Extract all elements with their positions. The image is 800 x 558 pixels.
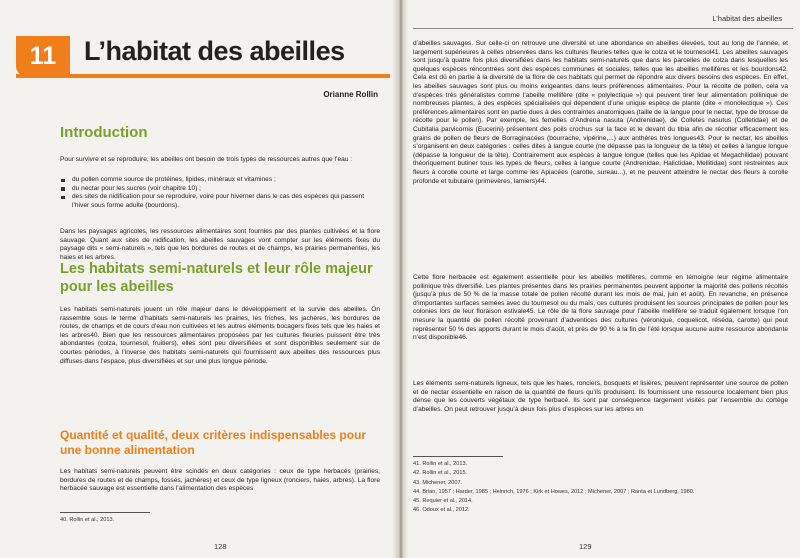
subsection-heading: Quantité et qualité, deux critères indispensables pour une bonne alimentation [60, 428, 367, 457]
footnote: 43. Michener, 2007. [413, 479, 463, 486]
footnote-rule [60, 512, 150, 513]
chapter-title: L’habitat des abeilles [84, 36, 345, 66]
intro-paragraph: Pour survivre et se reproduire, les abeilles ont besoin de trois types de ressources autres que l’eau : [60, 156, 353, 163]
page-number: 129 [579, 542, 592, 551]
intro-paragraph-2: Dans les paysages agricoles, les ressources alimentaires sont fournies par des plantes cultivées et la flore sauvage. Quant aux sites de nidification, les abeilles sauvages vont compter sur les éléments fixes du paysage dits « semi-naturels », tels que les bordures de routes et de champs, les prairies permanentes, les haies et les arbres. [60, 228, 380, 261]
right-paragraph-1: d’abeilles sauvages. Sur celle-ci on retrouve une diversité et une abondance en abeilles élevées, tout au long de l’année, et largement supérieures à celles observées dans les cultures fleuries telles que le colza et le tournesol41. Les abeilles sauvages sont jusqu’à quatre fois plus diversifiées dans les habitats semi-naturels que dans les parcelles de colza dans lesquelles les quelques espèces rencontrées sont des espèces communes et sociales, telles que les abeilles mellifères et les bourdons42. Cela est dû en partie à la diversité de la flore de ces habitats qui permet de répondre aux divers besoins des espèces. En effet, les abeilles sauvages sont plus ou moins exigeantes dans leurs préférences alimentaires. Pour la récolte de pollen, cela va d’espèces très généralistes comme l’abeille mellifère (dite « polylectique ») qui peuvent tirer leur alimentation pollinique de nombreuses plantes, à des espèces spécialisées qui dépendent d’une unique espèce de plante (dite « monolectique »). Ces préférences alimentaires sont en partie dues à des contraintes anatomiques (taille de la langue pour le nectar, type de brosse de récolte pour le pollen). Par exemple, les femelles d’Andrena nasuta (Andrenidae), de Colletes nasutus (Colletidae) et de Cubitalia parvicornis (Eucerini) présentent des poils crochus sur la face et le devant du tibia afin de récolter efficacement les grains de pollen de fleurs de Borraginacées (bourrache, vipérine,...) aux anthères très longues43. Pour le nectar, les abeilles s’organisent en deux catégories : celles dites à langue courte (ne dépasse pas la longueur de la tête) et celles à langue longue (dépasse la longueur de la tête). Contrairement aux espèces à langue longue (telles que les Apidae et Megachilidae) pouvant théoriquement butiner tous les types de fleurs, celles à langue courte (Andrenidae, Halictidae, Mellitidae) sont restreintes aux fleurs à corolle courte et large comme les Apiacées (carotte, sureau...), et ne peuvent atteindre le nectar des fleurs à corolle profonde et tubulaire (primevères, lamiers)44. [413, 40, 788, 185]
section-heading: Les habitats semi-naturels et leur rôle majeur pour les abeilles [60, 261, 373, 295]
book-gutter [392, 0, 408, 558]
resource-list [60, 176, 375, 210]
intro-heading: Introduction [60, 124, 148, 141]
chapter-rule [16, 74, 390, 78]
author-name: Orianne Rollin [323, 90, 378, 99]
footnote: 40. Rollin et al., 2013. [60, 517, 115, 523]
left-page [0, 0, 398, 558]
footnote: 41. Rollin et al., 2013. [413, 461, 468, 467]
section-paragraph: Les habitats semi-naturels jouent un rôle majeur dans le développement et la survie des abeilles. On rassemble sous le terme d’habitats semi-naturels les prairies, les friches, les jachères, les bordures de routes, de champs et de cours d’eau non cultivées et les autres éléments bocagers fixes tels que les haies et les arbres40. Bien que les ressources alimentaires proposées par les cultures fleuries puissent être très abondantes (colza, tournesol, fruitiers), elles sont peu diversifiées et sont disponibles seulement sur de courtes périodes, à l’inverse des habitats semi-naturels qui fournissent aux abeilles des ressources plus diffuses dans l’espace, plus diversifiées et sur une plus longue période. [60, 306, 380, 365]
footnote: 46. Odoux et al., 2012. [413, 507, 470, 514]
running-head-rule [413, 28, 793, 29]
page-number: 128 [214, 542, 227, 551]
list-item: des sites de nidification pour se reproduire, voire pour hiverner dans le cas des espèces qui passent l’hiver sous forme adulte (bourdons). [60, 193, 375, 210]
footnotes [413, 460, 788, 516]
right-paragraph-2: Cette flore herbacée est également essentielle pour les abeilles mellifères, comme en témoigne leur régime alimentaire pollinique très diversifié. Les plantes présentes dans les prairies permanentes peuvent apporter la majorité des pollens récoltés (jusqu’à plus de 50 % de la masse totale de pollen récolté durant les mois de mai, juin et août). En revanche, en présence d’importantes surfaces semées avec du tournesol ou du maïs, ces cultures produisent les sources principales de pollen pour les colonies lors de leur floraison estivale45. Le rôle de la flore sauvage pour l’abeille mellifère se traduit également lorsque l’on mesure la quantité de pollen récolté provenant d’adventices des cultures (véronique, coquelicot, réséda, carotte) qui peut représenter 50 % des apports durant le mois d’août, et près de 90 % à la fin de l’été lorsque aucune autre ressource abondante n’est disponible46. [413, 274, 788, 342]
running-head: L’habitat des abeilles [712, 14, 782, 23]
footnote: 45. Requier et al., 2014. [413, 498, 473, 505]
list-item: du nectar pour les sucres (voir chapitre 10) ; [60, 185, 375, 194]
subsection-paragraph: Les habitats semi-naturels peuvent être scindés en deux catégories : ceux de type herbacés (prairies, bordures de routes et de champs, fossés, jachères) et ceux de type ligneux (ronciers, haies, arbres). La flore herbacée sauvage est essentielle dans l’alimentation des espèces [60, 468, 380, 493]
list-item: du pollen comme source de protéines, lipides, minéraux et vitamines ; [60, 176, 375, 185]
footnote: 44. Brian, 1957 ; Harder, 1985 ; Heinrich, 1976 ; Kirk et Howes, 2012 ; Michener, 2007 ; Ranta et Lundberg, 1980. [413, 488, 695, 495]
chapter-number: 11 [16, 36, 70, 76]
right-paragraph-3: Les éléments semi-naturels ligneux, tels que les haies, ronciers, bosquets et lisières, peuvent représenter une source de pollen et de nectar essentielle en raison de la quantité de fleurs qu’ils produisent. Ils fournissent une ressource localement bien plus dense que les couverts végétaux de type herbacé. Ils sont par conséquence largement visités par l’ensemble du cortège d’abeilles. On peut retrouver jusqu’à deux fois plus d’espèces sur les arbres en [413, 380, 788, 413]
footnote-rule [413, 456, 503, 457]
right-page [401, 0, 800, 558]
footnote: 42. Rollin et al., 2015. [413, 470, 468, 477]
